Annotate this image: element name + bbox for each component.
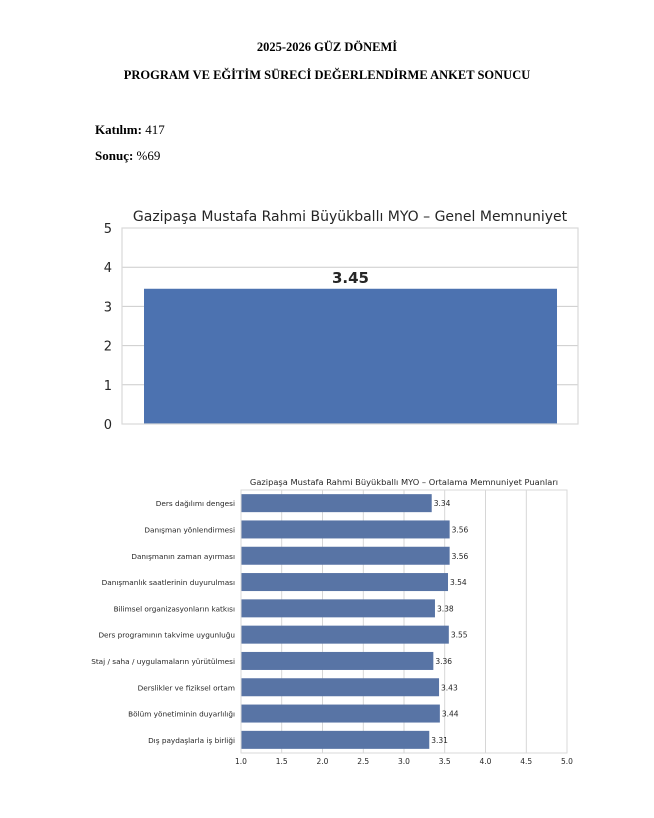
chart2-category-label: Dış paydaşlarla iş birliği xyxy=(148,735,235,745)
chart2-x-tick-label: 5.0 xyxy=(561,757,573,766)
chart2-bar xyxy=(241,652,433,670)
chart1-y-tick-label: 0 xyxy=(103,418,112,433)
chart1-y-tick-label: 3 xyxy=(103,300,112,316)
chart2-bar-data-label: 3.56 xyxy=(451,551,469,561)
chart2-bar-data-label: 3.38 xyxy=(436,604,454,614)
chart2-x-tick-label: 1.5 xyxy=(275,757,288,766)
chart2-bar-data-label: 3.55 xyxy=(450,630,468,640)
chart2-bar xyxy=(241,705,440,723)
chart2-category-label: Bilimsel organizasyonların katkısı xyxy=(113,604,235,614)
chart2-x-tick-label: 3.5 xyxy=(438,757,451,766)
chart2-bar-data-label: 3.43 xyxy=(441,683,458,693)
participation-label: Katılım: xyxy=(95,122,142,137)
chart1-y-tick-label: 2 xyxy=(103,339,112,355)
chart2-x-tick-label: 2.5 xyxy=(357,757,370,766)
chart2-category-label: Derslikler ve fiziksel ortam xyxy=(137,683,235,693)
chart2-bar xyxy=(241,731,429,749)
chart1-y-tick-label: 1 xyxy=(103,378,112,394)
chart1-bar-data-label: 3.45 xyxy=(331,268,370,287)
chart2-bar xyxy=(241,626,449,644)
chart2-bar xyxy=(241,520,450,538)
chart2-title: Gazipaşa Mustafa Rahmi Büyükballı MYO – Ortalama Memnuniyet Puanları xyxy=(249,477,559,487)
chart2-category-label: Ders programının takvime uygunluğu xyxy=(98,630,235,640)
chart2-category-label: Staj / saha / uygulamaların yürütülmesi xyxy=(91,656,235,666)
chart2-bar xyxy=(241,599,435,617)
chart2-category-label: Bölüm yönetiminin duyarlılığı xyxy=(128,709,235,719)
result-label: Sonuç: xyxy=(95,148,134,163)
chart2-category-label: Danışman yönlendirmesi xyxy=(144,525,235,535)
result-value: %69 xyxy=(136,148,161,163)
chart2-category-label: Danışmanın zaman ayırması xyxy=(131,551,235,561)
chart2-bar-data-label: 3.54 xyxy=(450,578,467,588)
chart2-category-label: Danışmanlık saatlerinin duyurulması xyxy=(101,578,235,588)
document-title: 2025-2026 GÜZ DÖNEMİ xyxy=(256,40,398,54)
chart1-y-tick-label: 4 xyxy=(103,261,112,277)
chart2-bar-data-label: 3.31 xyxy=(431,735,448,745)
chart2-bar-data-label: 3.36 xyxy=(435,656,453,666)
chart2-x-tick-label: 2.0 xyxy=(316,757,329,766)
chart2-bar xyxy=(241,573,448,591)
chart2-bar-data-label: 3.34 xyxy=(433,499,451,509)
chart2-x-tick-label: 1.0 xyxy=(235,757,247,766)
chart2-category-label: Ders dağılımı dengesi xyxy=(155,499,235,509)
chart2-bar xyxy=(241,494,432,512)
chart2-x-tick-label: 3.0 xyxy=(398,757,410,766)
chart2-bar xyxy=(241,678,439,696)
participation-value: 417 xyxy=(145,122,165,137)
chart2-x-tick-label: 4.5 xyxy=(520,757,533,766)
chart2-bar-data-label: 3.44 xyxy=(441,709,459,719)
chart1-y-tick-label: 5 xyxy=(103,222,112,237)
chart2-bar-data-label: 3.56 xyxy=(451,525,469,535)
chart1-title: Gazipaşa Mustafa Rahmi Büyükballı MYO – Genel Memnuniyet xyxy=(132,209,568,225)
chart2-x-tick-label: 4.0 xyxy=(479,757,492,766)
document-subtitle: PROGRAM VE EĞİTİM SÜRECİ DEĞERLENDİRME ANKET SONUCU xyxy=(123,68,531,82)
chart2-bar xyxy=(241,547,450,565)
